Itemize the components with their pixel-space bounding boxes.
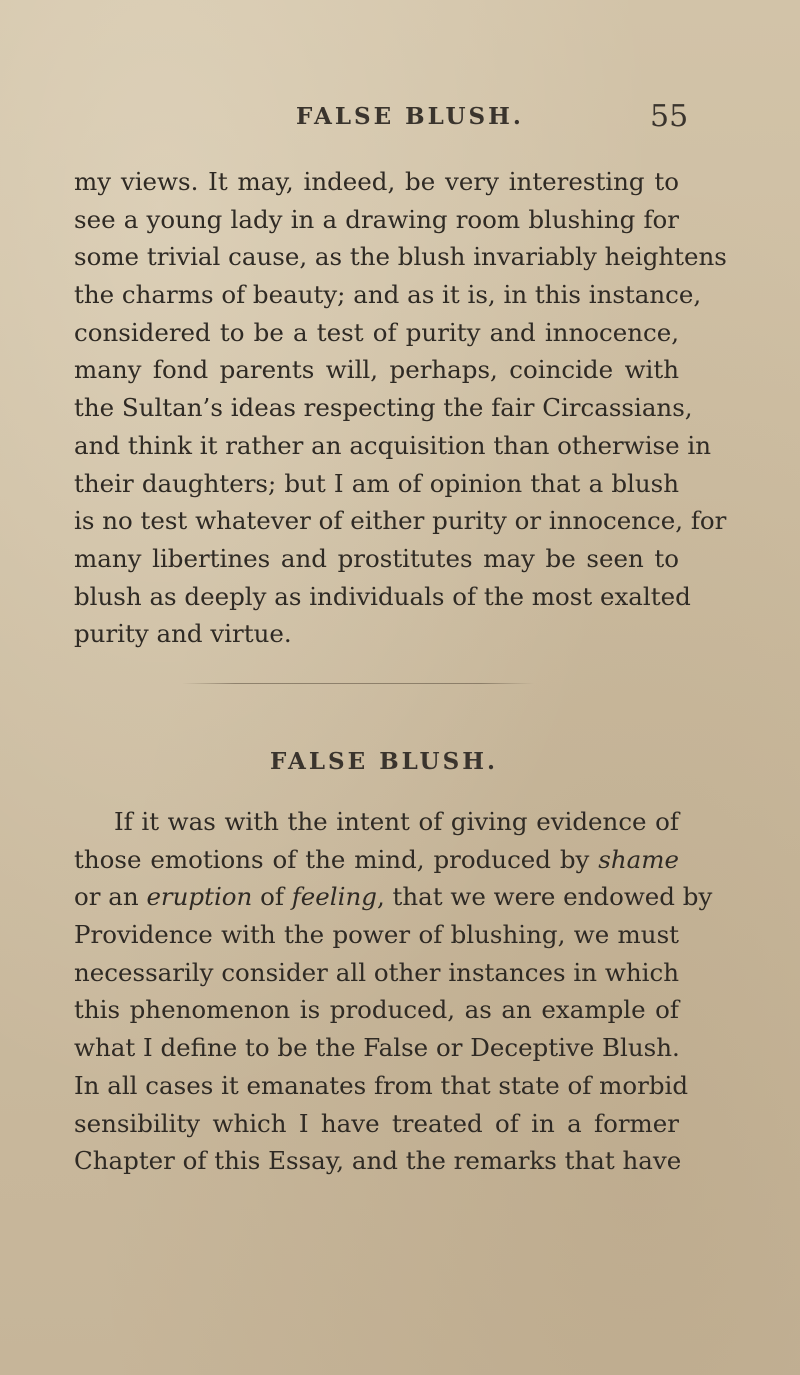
section-heading [0,748,800,775]
text-line: my views. It may, indeed, be very interesting to [74,167,679,196]
running-head [0,99,800,143]
text-run: of [252,882,292,912]
running-title: FALSE BLUSH. [296,103,524,130]
italic-word: shame [598,844,679,874]
text-line: necessarily consider all other instances in which [74,957,679,987]
text-line: the Sultan’s ideas respecting the fair Circassians, [74,393,693,423]
text-line: is no test whatever of either purity or innocence, for [74,506,727,536]
text-line: some trivial cause, as the blush invariably heightens [74,242,727,272]
paragraph-one [74,163,727,653]
text-run: , that we were endowed by [376,882,713,912]
text-line: Chapter of this Essay, and the remarks that have [74,1146,682,1176]
text-line: In all cases it emanates from that state of morbid [74,1070,689,1100]
text-line: Providence with the power of blushing, we must [74,920,679,950]
page-number: 55 [650,99,689,134]
text-line: many libertines and prostitutes may be seen to [74,543,679,573]
text-line: their daughters; but I am of opinion that a blush [74,468,679,498]
text-run: or an [74,882,147,912]
text-line: the charms of beauty; and as it is, in this instance, [74,280,702,310]
text-line: purity and virtue. [74,619,292,649]
text-line: If it was with the intent of giving evidence of [114,807,679,836]
text-line: what I define to be the False or Deceptive Blush. [74,1033,680,1063]
section-heading-text: FALSE BLUSH. [270,748,498,775]
text-line [74,841,679,879]
italic-word: eruption [146,882,253,912]
italic-word: feeling [291,882,377,912]
text-line: this phenomenon is produced, as an example of [74,995,679,1025]
text-line [74,878,713,916]
text-line: and think it rather an acquisition than otherwise in [74,430,712,460]
paragraph-two [74,803,713,1180]
text-line: considered to be a test of purity and innocence, [74,317,679,347]
text-run: those emotions of the mind, produced by [74,844,599,874]
text-line: see a young lady in a drawing room blushing for [74,204,679,234]
text-line: sensibility which I have treated of in a former [74,1108,679,1138]
text-line: many fond parents will, perhaps, coincide with [74,355,679,385]
text-line: blush as deeply as individuals of the most exalted [74,581,691,611]
section-divider-rule [182,683,534,684]
